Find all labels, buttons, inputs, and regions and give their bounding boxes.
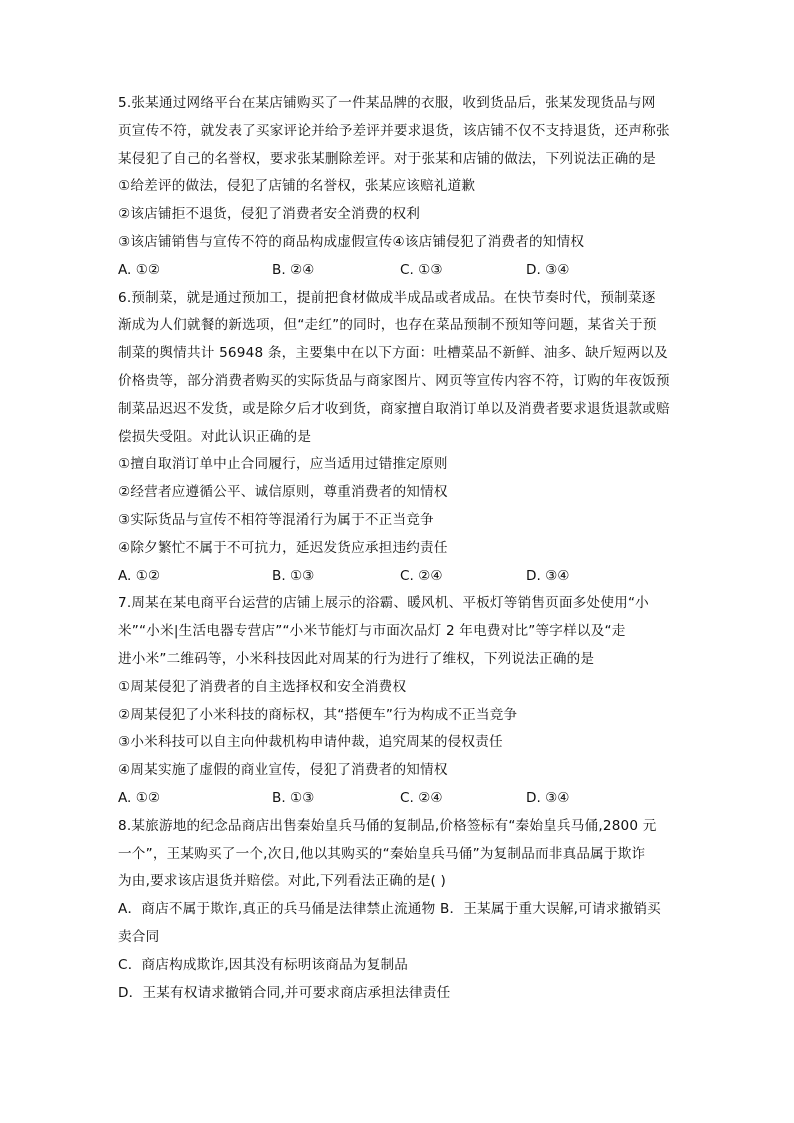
- question-6-stem-line-2: 渐成为人们就餐的新选项，但“走红”的同时，也存在菜品预制不预知等问题，某省关于预: [118, 317, 657, 334]
- question-6-stem-line-6: 偿损失受阻。对此认识正确的是: [118, 428, 312, 445]
- question-5-statement-1: ①给差评的做法，侵犯了店铺的名誉权，张某应该赔礼道歉: [118, 178, 476, 195]
- question-6-option-d[interactable]: D. ③④: [526, 567, 570, 584]
- question-7-option-c[interactable]: C. ②④: [400, 789, 443, 806]
- question-6-stem-line-3: 制菜的舆情共计 56948 条，主要集中在以下方面：吐槽菜品不新鲜、油多、缺斤短两以及: [118, 345, 668, 362]
- question-8: [118, 813, 678, 1008]
- question-5-stem-line-3: 某侵犯了自己的名誉权，要求张某删除差评。对于张某和店铺的做法，下列说法正确的是: [118, 150, 656, 167]
- question-6-statement-3: ③实际货品与宣传不相符等混淆行为属于不正当竞争: [118, 511, 434, 528]
- question-7-statement-3: ③小米科技可以自主向仲裁机构申请仲裁，追究周某的侵权责任: [118, 734, 503, 751]
- question-6-option-a[interactable]: A. ①②: [118, 567, 161, 584]
- question-7-stem-line-3: 进小米”二维码等，小米科技因此对周某的行为进行了维权，下列说法正确的是: [118, 650, 595, 667]
- question-6-statement-1: ①擅自取消订单中止合同履行，应当适用过错推定原则: [118, 456, 448, 473]
- question-7-option-d[interactable]: D. ③④: [526, 789, 570, 806]
- question-6-option-c[interactable]: C. ②④: [400, 567, 443, 584]
- question-6-statement-2: ②经营者应遵循公平、诚信原则，尊重消费者的知情权: [118, 484, 448, 501]
- question-7-stem-line-1: 7.周某在某电商平台运营的店铺上展示的浴霸、暖风机、平板灯等销售页面多处使用“小: [118, 595, 649, 612]
- question-5-option-b[interactable]: B. ②④: [272, 261, 315, 278]
- question-5-options: [118, 257, 678, 285]
- question-5-option-c[interactable]: C. ①③: [400, 261, 443, 278]
- question-8-option-b-continued[interactable]: 卖合同: [118, 928, 160, 945]
- question-6-stem-line-1: 6.预制菜，就是通过预加工，提前把食材做成半成品或者成品。在快节奏时代，预制菜逐: [118, 289, 656, 306]
- question-8-option-d[interactable]: D．王某有权请求撤销合同,并可要求商店承担法律责任: [118, 984, 451, 1001]
- question-8-stem-line-3: 为由,要求该店退货并赔偿。对此,下列看法正确的是( ): [118, 873, 447, 890]
- question-5-stem-line-1: 5.张某通过网络平台在某店铺购买了一件某品牌的衣服，收到货品后，张某发现货品与网: [118, 95, 656, 111]
- question-8-stem-line-1: 8.某旅游地的纪念品商店出售秦始皇兵马俑的复制品,价格签标有“秦始皇兵马俑,2800 元: [118, 817, 657, 834]
- question-7: [118, 590, 678, 812]
- question-5-option-d[interactable]: D. ③④: [526, 261, 570, 278]
- question-list: [118, 90, 678, 1007]
- question-6-option-b[interactable]: B. ①③: [272, 567, 315, 584]
- question-6-stem-line-4: 价格贵等，部分消费者购买的实际货品与商家图片、网页等宣传内容不符，订购的年夜饭预: [118, 372, 670, 389]
- question-7-stem-line-2: 米”“小米|生活电器专营店”“小米节能灯与市面次品灯 2 年电费对比”等字样以及“走: [118, 623, 626, 640]
- question-8-stem-line-2: 一个”，王某购买了一个,次日,他以其购买的“秦始皇兵马俑”为复制品而非真品属于欺诈: [118, 845, 646, 862]
- question-5-option-a[interactable]: A. ①②: [118, 261, 161, 278]
- question-7-options: [118, 785, 678, 813]
- question-5-stem-line-2: 页宣传不符，就发表了买家评论并给予差评并要求退货，该店铺不仅不支持退货，还声称张: [118, 122, 670, 139]
- question-6-stem-line-5: 制菜品迟迟不发货，或是除夕后才收到货，商家擅自取消订单以及消费者要求退货退款或赔: [118, 400, 670, 417]
- question-8-option-c[interactable]: C．商店构成欺诈,因其没有标明该商品为复制品: [118, 956, 409, 973]
- question-7-option-b[interactable]: B. ①③: [272, 789, 315, 806]
- question-6-options: [118, 563, 678, 591]
- question-5: [118, 90, 678, 285]
- question-7-statement-1: ①周某侵犯了消费者的自主选择权和安全消费权: [118, 678, 407, 695]
- question-7-statement-2: ②周某侵犯了小米科技的商标权，其“搭便车”行为构成不正当竞争: [118, 706, 518, 723]
- question-6-statement-4: ④除夕繁忙不属于不可抗力，延迟发货应承担违约责任: [118, 539, 448, 556]
- question-6: [118, 285, 678, 591]
- question-7-option-a[interactable]: A. ①②: [118, 789, 161, 806]
- question-5-statement-2: ②该店铺拒不退货，侵犯了消费者安全消费的权利: [118, 206, 421, 223]
- question-7-statement-4: ④周某实施了虚假的商业宣传，侵犯了消费者的知情权: [118, 762, 448, 779]
- question-8-option-a-b[interactable]: A．商店不属于欺诈,真正的兵马俑是法律禁止流通物 B．王某属于重大误解,可请求撤销买: [118, 901, 661, 918]
- question-5-statement-3: ③该店铺销售与宣传不符的商品构成虚假宣传④该店铺侵犯了消费者的知情权: [118, 233, 585, 250]
